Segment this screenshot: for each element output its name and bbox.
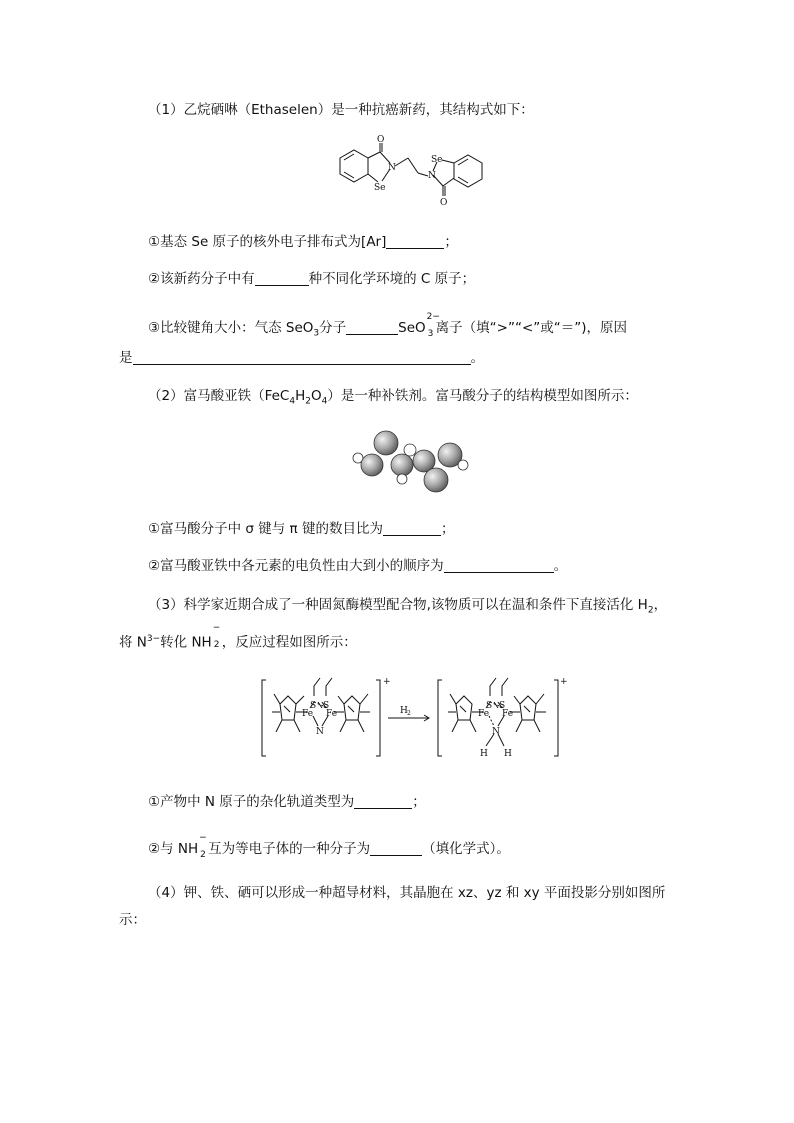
- q1-sub2-blank[interactable]: [255, 271, 309, 286]
- q3-fig-s2: S: [323, 701, 330, 711]
- q3-sub2-ion-stack: [198, 833, 208, 860]
- q3-fig-fe3: Fe: [478, 709, 490, 719]
- q2-intro-s3: 4: [321, 396, 328, 407]
- q3-fig-arrow-h: H: [400, 706, 408, 716]
- q1-sub3-ion-charge: 2−: [426, 312, 440, 322]
- q1-reason-blank[interactable]: [133, 350, 471, 365]
- q3-sub2-suffix: （填化学式）。: [422, 841, 510, 857]
- q3-fig-fe4: Fe: [502, 709, 514, 719]
- q3-fig-plus-left: +: [383, 677, 391, 687]
- q1-intro: （1）乙烷硒啉（Ethaselen）是一种抗癌新药，其结构式如下：: [148, 102, 534, 118]
- q3-line2-ion-sub: 2: [213, 640, 220, 650]
- q2-sub1-suffix: ；: [440, 521, 455, 537]
- q2-intro-c: O: [310, 388, 322, 404]
- q3-fig-fe2: Fe: [326, 709, 338, 719]
- q3-fig-arrow-sub: 2: [407, 710, 411, 717]
- q1-sub3-sub: 3: [313, 328, 320, 339]
- q2-sub2-prefix: ②富马酸亚铁中各元素的电负性由大到小的顺序为: [148, 558, 444, 574]
- q3-fig-fe1: Fe: [302, 709, 314, 719]
- q1-reason-prefix: 是: [119, 350, 133, 366]
- q2-intro-a: （2）富马酸亚铁（FeC: [148, 388, 290, 404]
- q3-fig-n-right: N: [492, 727, 500, 737]
- q1-sub3-blank[interactable]: [346, 320, 398, 335]
- q1-fig-se-left: Se: [374, 183, 386, 193]
- q1-fig-o-bottom: O: [440, 198, 448, 208]
- ethaselen-structure-figure: [330, 135, 490, 213]
- q3-fig-h1: H: [480, 749, 488, 759]
- q2-intro-s1: 4: [289, 396, 296, 407]
- q3-fig-s1: S: [310, 701, 317, 711]
- q2-intro: [148, 387, 638, 411]
- q3-intro: [148, 596, 667, 620]
- q3-line2-ion-charge: −: [212, 623, 221, 633]
- q3-line2-a: 将 N: [119, 634, 147, 651]
- q1-sub1: [148, 233, 458, 251]
- q2-intro-b: H: [295, 388, 306, 404]
- q1-fig-n-right: N: [428, 171, 436, 181]
- q2-intro-d: ）是一种补铁剂。富马酸分子的结构模型如图所示：: [327, 388, 638, 404]
- q1-sub1-suffix: ；: [444, 234, 458, 250]
- q1-sub3-mid: 分子: [319, 320, 347, 336]
- q3-sub1-prefix: ①产物中 N 原子的杂化轨道类型为: [148, 794, 355, 810]
- fumaric-acid-ball-model: [350, 425, 475, 495]
- q3-fig-s4: S: [499, 701, 506, 711]
- q3-line2-b: 转化 NH: [160, 634, 212, 651]
- q3-sub2-charge: −: [199, 833, 207, 843]
- q1-sub1-blank[interactable]: [386, 234, 444, 249]
- q3-fig-h2: H: [504, 749, 512, 759]
- nitrogenase-reaction-figure: [258, 674, 568, 766]
- q1-sub1-prefix: ①基态 Se 原子的核外电子排布式为[Ar]: [148, 234, 387, 250]
- q4-line1: （4）钾、铁、硒可以形成一种超导材料，其晶胞在 xz、yz 和 xy 平面投影分别如图所: [148, 885, 666, 901]
- q3-sub2-sub: 2: [200, 850, 206, 860]
- q1-fig-se-right: Se: [431, 155, 443, 165]
- q1-fig-n-left: N: [388, 163, 396, 173]
- q1-sub3-prefix: ③比较键角大小：气态 SeO: [148, 320, 314, 336]
- q3-sub2: [148, 833, 510, 860]
- q1-sub3-ion: SeO: [398, 320, 426, 336]
- q3-line2: [119, 623, 357, 652]
- q1-sub2-suffix: 种不同化学环境的 C 原子；: [308, 271, 476, 287]
- q1-sub3-suffix: 离子（填“>”“<”或“＝”)，原因: [435, 320, 628, 336]
- q3-intro-a: （3）科学家近期合成了一种固氮酶模型配合物,该物质可以在温和条件下直接活化 H: [148, 597, 648, 613]
- q2-sub2: [148, 557, 567, 575]
- q1-sub2-prefix: ②该新药分子中有: [148, 271, 255, 287]
- q1-fig-o-top: O: [377, 135, 385, 145]
- q2-sub2-blank[interactable]: [444, 558, 554, 573]
- q3-sub2-blank[interactable]: [370, 841, 422, 856]
- q2-sub2-suffix: 。: [553, 558, 568, 574]
- q1-sub2: [148, 270, 475, 288]
- q2-sub1: [148, 520, 454, 538]
- q3-sub1: [148, 793, 426, 811]
- q2-intro-s2: 2: [305, 396, 311, 407]
- q3-line2-c: ，反应过程如图所示：: [221, 634, 357, 651]
- q3-fig-plus-right: +: [560, 677, 568, 687]
- q3-intro-b: ，: [653, 597, 668, 613]
- q3-sub1-blank[interactable]: [354, 794, 412, 809]
- q3-intro-sub: 2: [647, 605, 654, 616]
- q3-line2-ion-stack: [212, 623, 222, 650]
- q3-sub2-mid: 互为等电子体的一种分子为: [208, 841, 371, 857]
- q3-fig-s3: S: [486, 701, 493, 711]
- q3-sub2-prefix: ②与 NH: [148, 841, 199, 857]
- q2-sub1-blank[interactable]: [383, 521, 441, 536]
- q1-sub3: [148, 312, 628, 343]
- q1-reason-suffix: 。: [470, 350, 484, 366]
- q1-sub3-ion-stack: [426, 312, 440, 339]
- q3-fig-n-left: N: [316, 727, 324, 737]
- q1-sub3-ion-sub: 3: [427, 329, 434, 339]
- q3-sub1-suffix: ；: [412, 794, 426, 810]
- q2-sub1-prefix: ①富马酸分子中 σ 键与 π 键的数目比为: [148, 521, 383, 537]
- q1-reason: [119, 349, 484, 367]
- q3-line2-sup: 3−: [146, 634, 161, 644]
- q4-line2: 示：: [119, 912, 146, 928]
